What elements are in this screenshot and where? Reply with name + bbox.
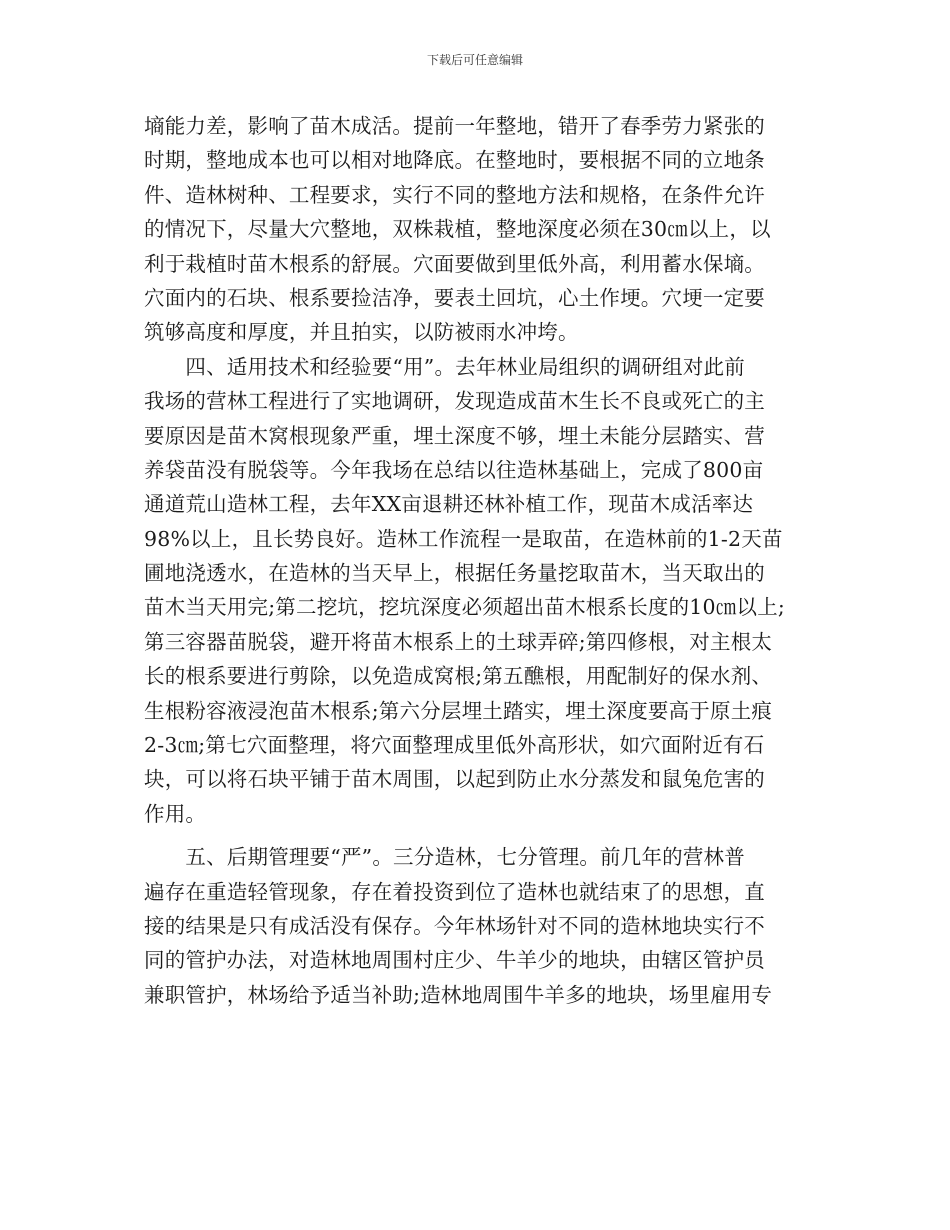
text-line: 筑够高度和厚度，并且拍实，以防被雨水冲垮。 [144,320,579,345]
text-line: 作用。 [144,801,207,826]
text-line: 件、造林树种、工程要求，实行不同的整地方法和规格，在条件允许 [144,182,765,207]
text-line: 四、适用技术和经验要“用”。去年林业局组织的调研组对此前 [144,354,745,379]
text-line: 穴面内的石块、根系要捡洁净，要表土回坑，心土作埂。穴埂一定要 [144,285,765,310]
paragraph-site-preparation [144,109,824,350]
text-line: 要原因是苗木窝根现象严重，埋土深度不够，埋土未能分层踏实、营 [144,423,765,448]
text-line: 我场的营林工程进行了实地调研，发现造成苗木生长不良或死亡的主 [144,389,765,414]
text-line: 第三容器苗脱袋，避开将苗木根系上的土球弄碎;第四修根，对主根太 [144,629,773,654]
page-header: 下载后可任意编辑 [426,53,523,67]
text-line: 时期，整地成本也可以相对地降底。在整地时，要根据不同的立地条 [144,148,765,173]
text-line: 块，可以将石块平铺于苗木周围，以起到防止水分蒸发和鼠兔危害的 [144,767,765,792]
text-line: 遍存在重造轻管现象，存在着投资到位了造林也就结束了的思想，直 [144,879,765,904]
text-line: 墒能力差，影响了苗木成活。提前一年整地，错开了春季劳力紧张的 [144,114,765,138]
text-line: 长的根系要进行剪除，以免造成窝根;第五醮根，用配制好的保水剂、 [144,664,773,689]
text-line: 生根粉容液浸泡苗木根系;第六分层埋土踏实，埋土深度要高于原土痕 [144,698,773,723]
text-line: 利于栽植时苗木根系的舒展。穴面要做到里低外高，利用蓄水保墒。 [144,251,765,276]
text-line: 兼职管护，林场给予适当补助;造林地周围牛羊多的地块，场里雇用专 [144,982,773,1007]
paragraph-management [144,840,824,1012]
text-line: 通道荒山造林工程，去年XX亩退耕还林补植工作，现苗木成活率达 [144,492,754,517]
text-line: 2-3㎝;第七穴面整理，将穴面整理成里低外高形状，如穴面附近有石 [144,733,765,758]
text-line: 苗木当天用完;第二挖坑，挖坑深度必须超出苗木根系长度的10㎝以上; [144,595,785,620]
text-line: 同的管护办法，对造林地周围村庄少、牛羊少的地块，由辖区管护员 [144,948,765,973]
text-line: 的情况下，尽量大穴整地，双株栽植，整地深度必须在30㎝以上，以 [144,217,771,242]
text-line: 圃地浇透水，在造林的当天早上，根据任务量挖取苗木，当天取出的 [144,561,765,586]
text-line: 接的结果是只有成活没有保存。今年林场针对不同的造林地块实行不 [144,913,765,938]
text-line: 养袋苗没有脱袋等。今年我场在总结以往造林基础上，完成了800亩 [144,457,764,482]
paragraph-techniques [144,350,824,831]
document-body [144,109,824,1012]
text-line: 五、后期管理要“严”。三分造林，七分管理。前几年的营林普 [144,845,745,870]
paragraph-gap [144,831,824,840]
text-line: 98%以上，且长势良好。造林工作流程一是取苗，在造林前的1-2天苗 [144,526,783,551]
